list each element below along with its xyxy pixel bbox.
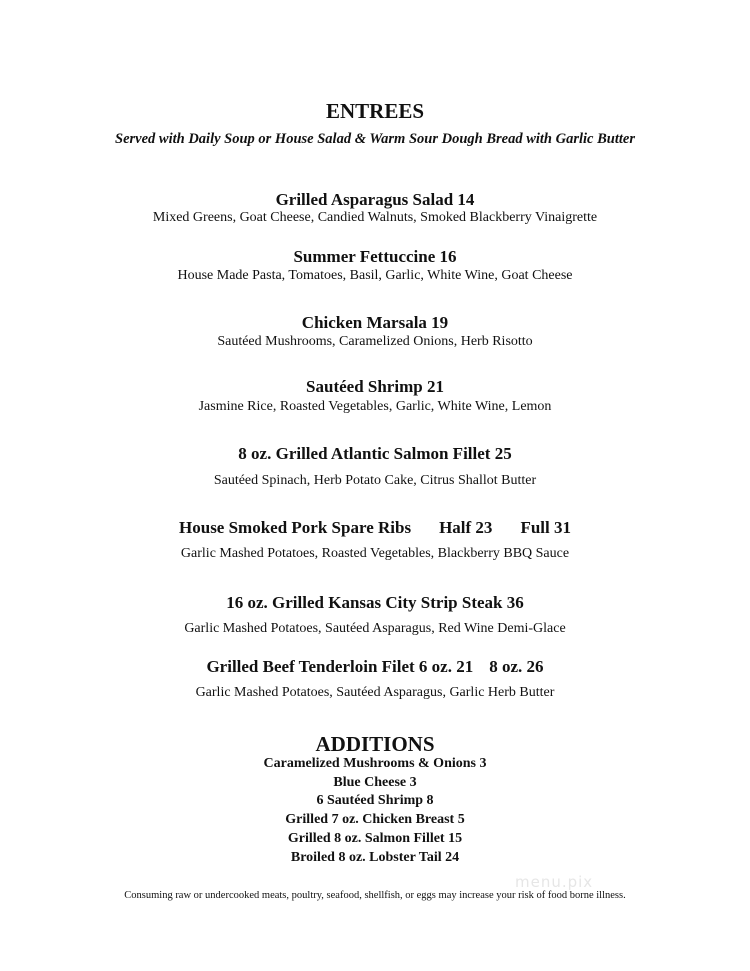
entree-name: 16 oz. Grilled Kansas City Strip Steak 36: [226, 593, 524, 612]
addition-item: Broiled 8 oz. Lobster Tail 24: [290, 850, 460, 865]
entree-desc: Garlic Mashed Potatoes, Sautéed Asparagus, Garlic Herb Butter: [195, 685, 555, 700]
entree-name: Grilled Beef Tenderloin Filet 6 oz. 21: [206, 657, 474, 676]
entree-desc: Sautéed Mushrooms, Caramelized Onions, Herb Risotto: [217, 334, 533, 349]
entree-name: Sautéed Shrimp 21: [306, 377, 444, 396]
addition-item: Blue Cheese 3: [333, 775, 417, 790]
entree-price-full: Full 31: [520, 518, 571, 537]
entree-name: House Smoked Pork Spare Ribs: [179, 518, 412, 537]
entree-name: 8 oz. Grilled Atlantic Salmon Fillet 25: [238, 444, 512, 463]
addition-item: Caramelized Mushrooms & Onions 3: [263, 756, 487, 771]
entrees-heading: ENTREES: [325, 99, 425, 123]
entree-desc: Garlic Mashed Potatoes, Roasted Vegetables, Blackberry BBQ Sauce: [180, 546, 570, 561]
entree-desc: Garlic Mashed Potatoes, Sautéed Asparagus, Red Wine Demi-Glace: [184, 621, 566, 636]
addition-item: Grilled 8 oz. Salmon Fillet 15: [287, 831, 463, 846]
addition-item: 6 Sautéed Shrimp 8: [316, 793, 434, 808]
entree-desc: Sautéed Spinach, Herb Potato Cake, Citrus Shallot Butter: [213, 473, 537, 488]
entree-price-alt: 8 oz. 26: [489, 657, 544, 676]
entree-price-half: Half 23: [439, 518, 493, 537]
entree-name: Summer Fettuccine 16: [293, 247, 457, 266]
entree-desc: House Made Pasta, Tomatoes, Basil, Garlic, White Wine, Goat Cheese: [177, 268, 573, 283]
entree-name-row: [0, 518, 750, 538]
entree-name-row: [0, 657, 750, 677]
entrees-subtitle: Served with Daily Soup or House Salad & Warm Sour Dough Bread with Garlic Butter: [115, 131, 635, 147]
entree-name: Chicken Marsala 19: [301, 313, 449, 332]
entree-name: Grilled Asparagus Salad 14: [275, 190, 475, 209]
addition-item: Grilled 7 oz. Chicken Breast 5: [285, 812, 465, 827]
watermark: menu.pix: [515, 873, 594, 891]
entree-desc: Mixed Greens, Goat Cheese, Candied Walnuts, Smoked Blackberry Vinaigrette: [152, 210, 598, 225]
footer-disclaimer: Consuming raw or undercooked meats, poultry, seafood, shellfish, or eggs may increase your risk of food borne illness.: [124, 890, 626, 901]
entree-desc: Jasmine Rice, Roasted Vegetables, Garlic, White Wine, Lemon: [198, 399, 552, 414]
additions-heading: ADDITIONS: [315, 732, 435, 756]
